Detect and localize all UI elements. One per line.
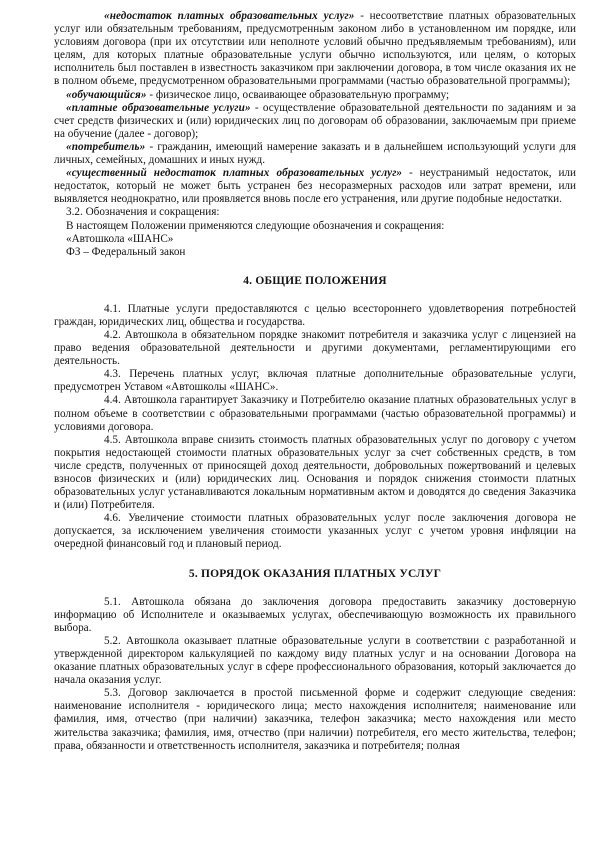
definition-text: - гражданин, имеющий намерение заказать и в дальнейшем использующий услуги для личных, семейных, домашних и иных нужд. xyxy=(54,140,576,167)
section-5-paragraph: 5.1. Автошкола обязана до заключения договора предоставить заказчику достоверную информацию об Исполнителе и оказываемых услугах, обеспечивающую возможность их правильного выбора. xyxy=(54,595,576,634)
section-4-paragraph: 4.1. Платные услуги предоставляются с целью всестороннего удовлетворения потребностей граждан, юридических лиц, общества и государства. xyxy=(54,302,576,328)
defined-term: «обучающийся» xyxy=(66,88,147,101)
section-4-paragraph: 4.5. Автошкола вправе снизить стоимость платных образовательных услуг по договору с учетом покрытия недостающей стоимости платных образовательных услуг за счет собственных средств, в том числе средств, полученных от приносящей доход деятельности, добровольных пожертвований и целевых взносов физических и (или) юридических лиц. Основания и порядок снижения стоимости платных образовательных услуг устанавливаются локальным нормативным актом и доводятся до сведения Заказчика и (или) Потребителя. xyxy=(54,433,576,512)
section-4-title: 4. ОБЩИЕ ПОЛОЖЕНИЯ xyxy=(243,274,387,287)
definition-text: - неустранимый недостаток, или недостаток, который не может быть устранен без несоразмерных расходов или затрат времени, или выявляется неоднократно, или проявляется вновь после его устранения, или другие подобные недостатки. xyxy=(54,167,577,206)
defined-term: «недостаток платных образовательных услуг» xyxy=(104,10,355,22)
definition-paragraph xyxy=(54,167,576,206)
defined-term: «потребитель» xyxy=(66,140,146,153)
definition-paragraph xyxy=(54,10,576,89)
definition-text: - физическое лицо, осваивающее образовательную программу; xyxy=(146,88,450,101)
defined-term: «существенный недостаток платных образовательных услуг» xyxy=(66,167,403,180)
abbrev-item: «Автошкола «ШАНС» xyxy=(66,232,174,245)
section-4-paragraph: 4.6. Увеличение стоимости платных образовательных услуг после заключения договора не допускается, за исключением увеличения стоимости указанных услуг с учетом уровня инфляции на очередной финансовый год и плановый период. xyxy=(54,512,576,551)
section-5-paragraph: 5.3. Договор заключается в простой письменной форме и содержит следующие сведения: наименование исполнителя - юридического лица; место нахождения исполнителя; наименование или фамилия, имя, отчество (при наличии) заказчика, телефон заказчика; место нахождения или место жительства заказчика; фамилия, имя, отчество (при наличии) потребителя, его место жительства, телефон; права, обязанности и ответственность исполнителя, заказчика и потребителя; полная xyxy=(54,687,576,752)
section-4-paragraph: 4.2. Автошкола в обязательном порядке знакомит потребителя и заказчика услуг с лицензией на право ведения образовательной деятельности и другими документами, регламентирующими его деятельность. xyxy=(54,328,576,368)
definition-paragraph xyxy=(54,141,576,167)
abbrev-intro: В настоящем Положении применяются следующие обозначения и сокращения: xyxy=(66,219,445,232)
abbrev-heading: 3.2. Обозначения и сокращения: xyxy=(66,206,220,219)
defined-term: «платные образовательные услуги» xyxy=(66,101,251,114)
definition-paragraph xyxy=(54,89,576,102)
abbrev-item: ФЗ – Федеральный закон xyxy=(66,245,186,258)
definition-text: - осуществление образовательной деятельности по заданиям и за счет средств физических и (или) юридических лиц по договорам об образовании, заключаемым при приеме на обучение (далее - договор); xyxy=(54,101,577,140)
section-4-paragraph: 4.4. Автошкола гарантирует Заказчику и Потребителю оказание платных образовательных услуг в полном объеме в соответствии с образовательными программами (частью образовательной программы) и условиями договора. xyxy=(54,394,576,433)
section-4-paragraph: 4.3. Перечень платных услуг, включая платные дополнительные образовательные услуги, предусмотрен Уставом «Автошколы «ШАНС». xyxy=(54,368,576,394)
section-5-title: 5. ПОРЯДОК ОКАЗАНИЯ ПЛАТНЫХ УСЛУГ xyxy=(188,567,442,580)
definition-text: - несоответствие платных образовательных услуг или обязательным требованиям, предусмотренным законом либо в установленном им порядке, или условиям договора (при их отсутствии или неполноте условий обычно предъявляемым требованиям), или целям, для которых платные образовательные услуги обычно используются, или целям, о которых исполнитель был поставлен в известность заказчиком при заключении договора, в том числе оказания их не в полном объеме, предусмотренном образовательными программами (частью образовательной программы); xyxy=(54,10,576,88)
section-5-paragraph: 5.2. Автошкола оказывает платные образовательные услуги в соответствии с разработанной и утвержденной директором калькуляцией по каждому виду платных услуг и на основании Договора на оказание платных образовательных услуг в сфере профессионального образования, который заключается до начала оказания услуг. xyxy=(54,634,576,687)
definition-paragraph xyxy=(54,102,576,141)
